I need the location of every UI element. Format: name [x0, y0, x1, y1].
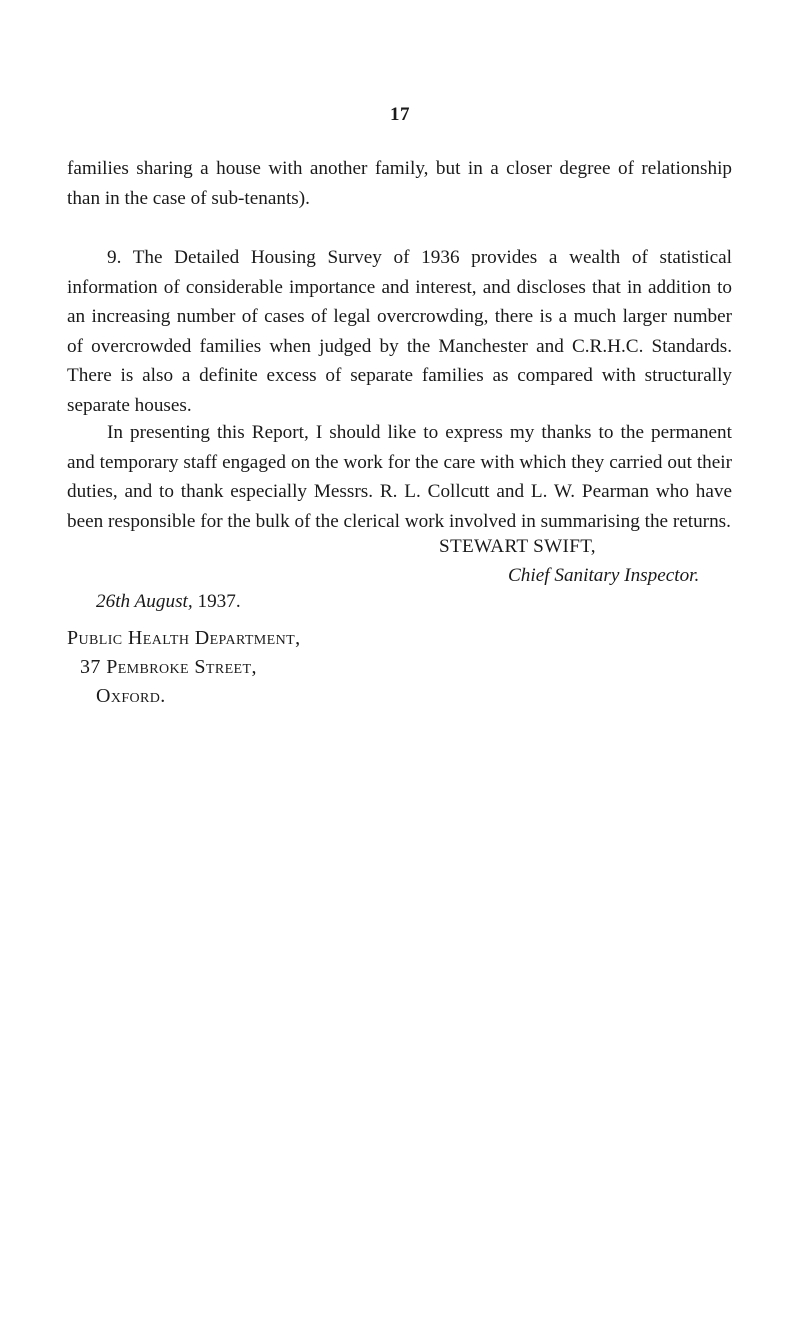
report-date-year: 1937. — [192, 591, 241, 612]
body-paragraph-acknowledgements: In presenting this Report, I should like to express my thanks to the permanent and temporary staff engaged on the work for the care with which they carried out their duties, and to thank especially Messrs. R. L. Collcutt and L. W. Pearman who have been responsible for the bulk of the clerical work involved in summarising the returns. — [67, 422, 732, 532]
address-line-city: Oxford. — [96, 685, 166, 707]
signatory-name: STEWART SWIFT, — [439, 536, 596, 557]
body-paragraph-continuation: families sharing a house with another family, but in a closer degree of relationship than in the case of sub-tenants). — [67, 158, 732, 209]
body-paragraph-section-9: 9. The Detailed Housing Survey of 1936 provides a wealth of statistical information of considerable importance and interest, and discloses that in addition to an increasing number of cases of legal overcrowding, there is a much larger number of overcrowded families when judged by the Manchester and C.R.H.C. Standards. There is also a definite excess of separate families as compared with structurally separate houses. — [67, 247, 732, 416]
address-line-department: Public Health Department, — [67, 627, 301, 649]
report-date-day-month: 26th August, — [96, 591, 193, 612]
report-date — [96, 591, 241, 613]
page-number: 17 — [390, 104, 410, 125]
address-line-street: 37 Pembroke Street, — [80, 656, 257, 678]
signatory-title: Chief Sanitary Inspector. — [508, 565, 700, 586]
